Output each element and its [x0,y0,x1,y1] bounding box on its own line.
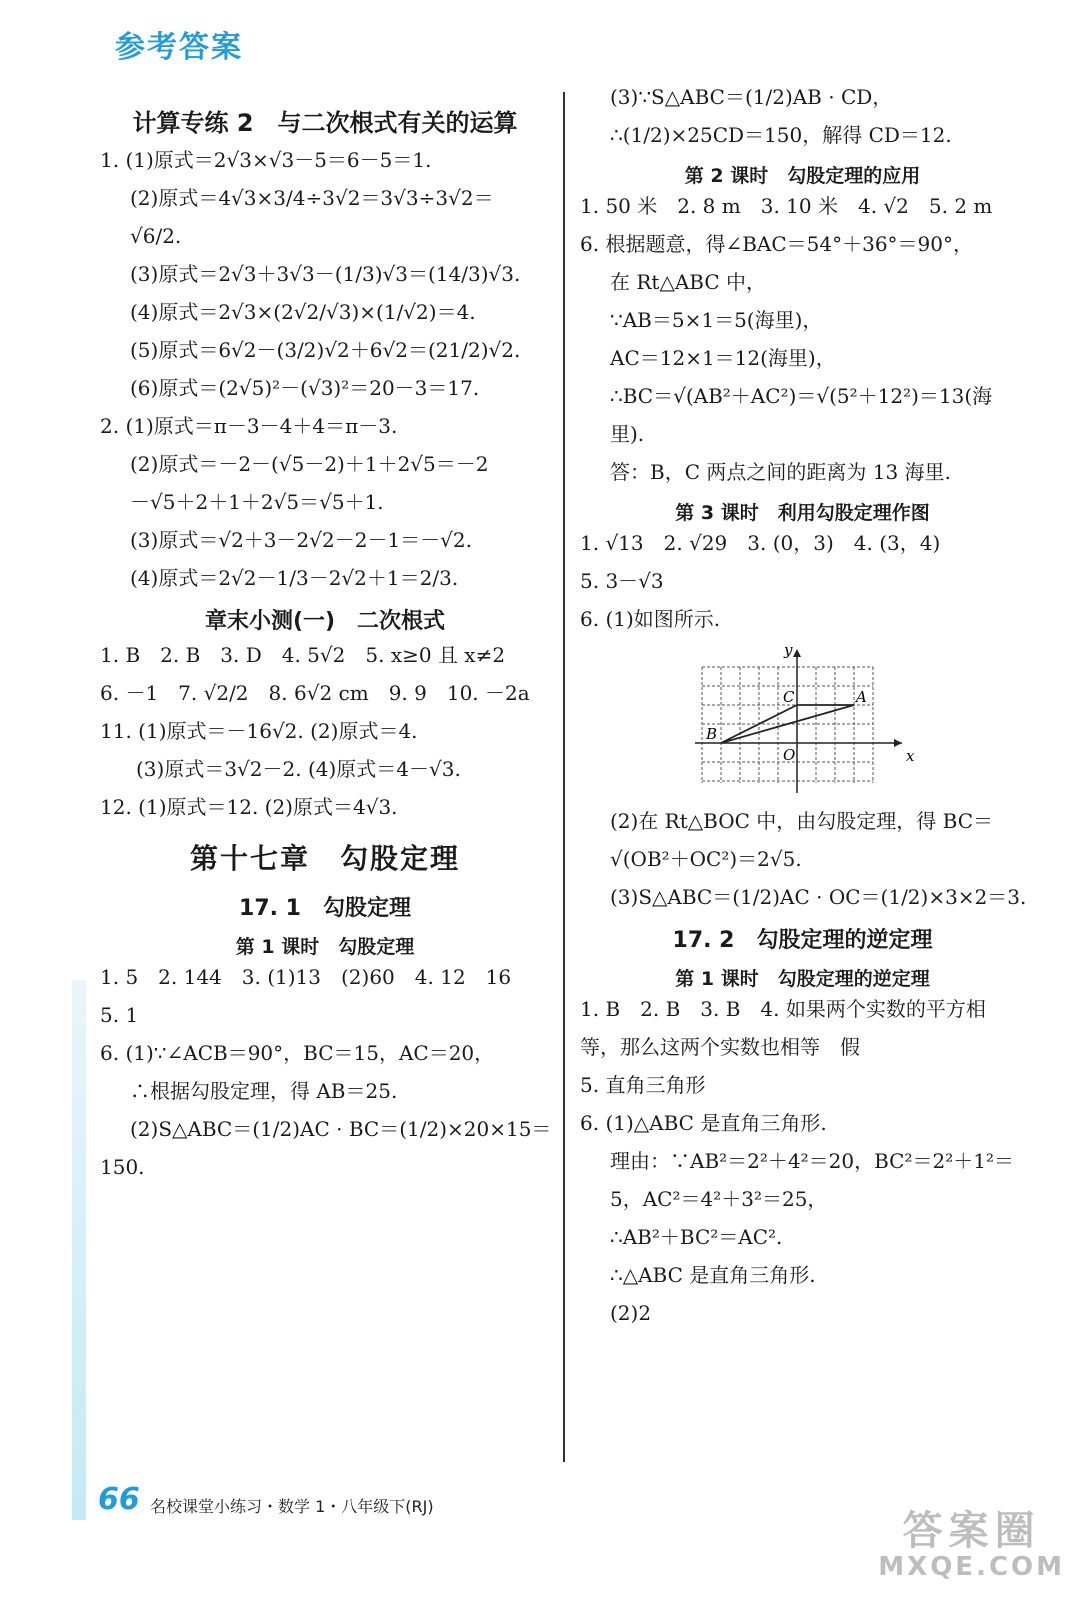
answer-line: (2)在 Rt△BOC 中，由勾股定理，得 BC＝ [610,809,994,833]
answer-line: 1. (1)原式＝2√3×√3－5＝6－5＝1. [100,148,432,172]
answer-line: ∴(1/2)×25CD＝150，解得 CD＝12. [610,123,952,147]
answer-line: 150. [100,1155,145,1179]
decorative-sidebar [72,980,86,1520]
answer-line: 里). [610,422,645,446]
page-header-title: 参考答案 [115,30,243,65]
answer-line: (3)原式＝√2＋3－2√2－2－1＝－√2. [130,528,472,552]
answer-line: 1. 5 2. 144 3. (1)13 (2)60 4. 12 16 [100,965,512,989]
answer-line: (5)原式＝6√2－(3/2)√2＋6√2＝(21/2)√2. [130,338,521,362]
answer-line: √6/2. [130,224,182,248]
answer-line: (3)原式＝2√3＋3√3－(1/3)√3＝(14/3)√3. [130,262,521,286]
answer-line: 6. (1)△ABC 是直角三角形. [580,1111,827,1135]
answer-line: 等，那么这两个实数也相等 假 [580,1035,860,1059]
chapter-title: 第十七章 勾股定理 [189,842,460,875]
lesson-title: 第 3 课时 利用勾股定理作图 [675,502,930,524]
coordinate-grid-svg [690,645,920,795]
column-divider [563,92,565,1462]
answer-line: 6. (1)如图所示. [580,607,721,631]
y-axis-arrow [793,649,801,657]
answer-line: 6. －1 7. √2/2 8. 6√2 cm 9. 9 10. －2a [100,681,530,705]
answer-line: (2)S△ABC＝(1/2)AC · BC＝(1/2)×20×15＝ [130,1117,552,1141]
grid-lines [702,667,873,783]
origin-label: O [783,746,796,764]
answer-line: 6. 根据题意，得∠BAC＝54°＋36°＝90°， [580,232,973,256]
right-column [580,85,1025,1339]
section-title-17-1: 17. 1 勾股定理 [239,896,411,921]
answer-line: (2)2 [610,1301,652,1325]
answer-line: 理由：∵AB²＝2²＋4²＝20，BC²＝2²＋1²＝ [610,1149,1014,1173]
page-number: 66 [98,1482,140,1517]
point-b-label: B [706,725,718,743]
answer-line: (4)原式＝2√2－1/3－2√2＋1＝2/3. [130,566,459,590]
answer-line: ∵AB＝5×1＝5(海里)， [610,308,823,332]
answer-line: 6. (1)∵∠ACB＝90°，BC＝15，AC＝20， [100,1041,495,1065]
lesson-title: 第 1 课时 勾股定理的逆定理 [675,968,930,990]
answer-line: 5，AC²＝4²＋3²＝25， [610,1187,828,1211]
answer-line: (3)原式＝3√2－2. (4)原式＝4－√3. [136,757,461,781]
watermark-domain: MXQE.COM [878,1552,1065,1583]
x-axis-arrow [894,739,902,747]
answer-line: 1. 50 米 2. 8 m 3. 10 米 4. √2 5. 2 m [580,194,993,218]
answer-line: 5. 直角三角形 [580,1073,706,1097]
coordinate-figure [690,645,1025,799]
lesson-title: 第 1 课时 勾股定理 [235,936,415,958]
answer-line: (6)原式＝(2√5)²－(√3)²＝20－3＝17. [130,376,480,400]
answer-line: 5. 1 [100,1003,139,1027]
lesson-title: 第 2 课时 勾股定理的应用 [684,165,921,187]
answer-line: －√5＋2＋1＋2√5＝√5＋1. [130,490,384,514]
answer-line: (3)S△ABC＝(1/2)AC · OC＝(1/2)×3×2＝3. [610,885,1027,909]
watermark-logo [878,1509,1065,1582]
answer-line: ∴AB²＋BC²＝AC². [610,1225,783,1249]
left-column [100,85,550,1193]
answer-line: AC＝12×1＝12(海里)， [610,346,836,370]
point-c-label: C [783,688,795,706]
section-title-radical-ops: 计算专练 2 与二次根式有关的运算 [132,109,518,137]
answer-line: (3)∵S△ABC＝(1/2)AB · CD， [610,85,893,109]
section-title-17-2: 17. 2 勾股定理的逆定理 [672,928,933,953]
answer-line: 1. B 2. B 3. D 4. 5√2 5. x≥0 且 x≠2 [100,643,506,667]
watermark-text: 答案圈 [902,1508,1041,1555]
answer-line: ∴根据勾股定理，得 AB＝25. [130,1079,398,1103]
answer-line: √(OB²＋OC²)＝2√5. [610,847,802,871]
answer-line: 1. √13 2. √29 3. (0，3) 4. (3，4) [580,531,941,555]
answer-line: ∴BC＝√(AB²＋AC²)＝√(5²＋12²)＝13(海 [610,384,993,408]
book-title: 名校课堂小练习・数学 1・八年级下(RJ) [150,1497,434,1516]
answer-line: (2)原式＝4√3×3/4÷3√2＝3√3÷3√2＝ [130,186,494,210]
y-axis-label: y [784,645,793,659]
answer-line: 12. (1)原式＝12. (2)原式＝4√3. [100,795,398,819]
answer-line: (2)原式＝－2－(√5－2)＋1＋2√5＝－2 [130,452,489,476]
answer-line: (4)原式＝2√3×(2√2/√3)×(1/√2)＝4. [130,300,476,324]
answer-line: ∴△ABC 是直角三角形. [610,1263,816,1287]
answer-line: 答：B，C 两点之间的距离为 13 海里. [610,460,951,484]
answer-line: 2. (1)原式＝π－3－4＋4＝π－3. [100,414,398,438]
point-a-label: A [856,688,867,706]
x-axis-label: x [906,747,915,765]
section-title-chapter-quiz: 章末小测(一) 二次根式 [204,609,446,634]
answer-line: 11. (1)原式＝－16√2. (2)原式＝4. [100,719,418,743]
answer-line: 5. 3－√3 [580,569,664,593]
answer-line: 在 Rt△ABC 中， [610,270,767,294]
answer-line: 1. B 2. B 3. B 4. 如果两个实数的平方相 [580,997,986,1021]
